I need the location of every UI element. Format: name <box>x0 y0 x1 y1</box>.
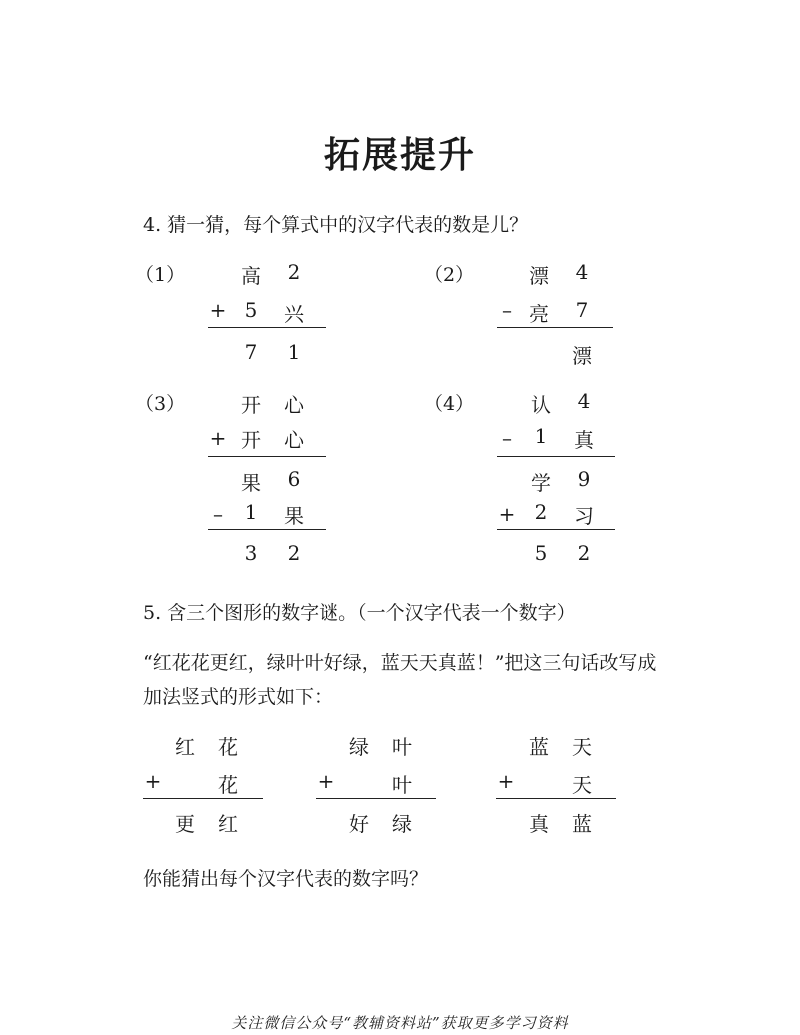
s1-r2-c2: 花 <box>218 773 238 797</box>
page-title: 拓展提升 <box>323 135 476 176</box>
p4-operator-2: + <box>498 502 516 526</box>
s2-r2-c2: 叶 <box>392 773 412 797</box>
s2-r1-c1: 绿 <box>349 735 369 759</box>
q5-paragraph-line-2: 加法竖式的形式如下： <box>143 686 334 708</box>
p4-r4-c2: 习 <box>574 504 594 528</box>
p3-r1-c2: 心 <box>284 393 304 417</box>
p3-r1-c1: 开 <box>241 393 261 417</box>
p3-r3-c1: 果 <box>241 471 261 495</box>
s1-rule <box>143 798 263 799</box>
p4-operator-1: – <box>502 426 512 450</box>
s3-r1-c2: 天 <box>572 735 592 759</box>
p3-ans-c2: 2 <box>287 541 301 565</box>
s3-ans-c1: 真 <box>529 812 549 836</box>
p1-operator: + <box>209 298 227 322</box>
p1-ans-c1: 7 <box>244 340 258 364</box>
s3-operator: + <box>497 769 515 793</box>
p1-rule <box>208 327 326 328</box>
p4-rule-1 <box>497 456 615 457</box>
p4-ans-c1: 5 <box>534 541 548 565</box>
p3-r4-c1: 1 <box>244 500 258 524</box>
p3-operator-2: – <box>213 502 223 526</box>
problem-3-label: （3） <box>135 393 186 415</box>
p2-r2-c1: 亮 <box>529 302 549 326</box>
s3-r1-c1: 蓝 <box>529 735 549 759</box>
p2-rule <box>497 327 613 328</box>
s2-ans-c2: 绿 <box>392 812 412 836</box>
s3-r2-c2: 天 <box>572 773 592 797</box>
p2-operator: – <box>502 298 512 322</box>
p4-r2-c2: 真 <box>574 428 594 452</box>
s2-rule <box>316 798 436 799</box>
p2-ans-c2: 漂 <box>572 344 592 368</box>
s2-ans-c1: 好 <box>349 812 369 836</box>
s2-operator: + <box>317 769 335 793</box>
problem-2-label: （2） <box>424 264 475 286</box>
p3-r2-c1: 开 <box>241 428 261 452</box>
p2-r1-c1: 漂 <box>529 264 549 288</box>
s1-r1-c2: 花 <box>218 735 238 759</box>
s2-r1-c2: 叶 <box>392 735 412 759</box>
p3-r2-c2: 心 <box>284 428 304 452</box>
p1-r2-c1: 5 <box>244 298 258 322</box>
problem-1-label: （1） <box>135 264 186 286</box>
p2-r1-c2: 4 <box>575 260 589 284</box>
p4-r3-c1: 学 <box>531 471 551 495</box>
problem-4-label: （4） <box>424 393 475 415</box>
q5-paragraph-line-1: “红花花更红，绿叶叶好绿，蓝天天真蓝！”把这三句话改写成 <box>143 652 657 674</box>
s1-ans-c2: 红 <box>218 812 238 836</box>
q5-question: 你能猜出每个汉字代表的数字吗？ <box>143 868 429 890</box>
p1-ans-c2: 1 <box>287 340 301 364</box>
p3-rule-1 <box>208 456 326 457</box>
s1-operator: + <box>144 769 162 793</box>
p3-rule-2 <box>208 529 326 530</box>
p3-operator-1: + <box>209 426 227 450</box>
p1-r2-c2: 兴 <box>284 302 304 326</box>
s1-r1-c1: 红 <box>175 735 195 759</box>
p4-r1-c1: 认 <box>531 393 551 417</box>
p4-r4-c1: 2 <box>534 500 548 524</box>
p1-r1-c2: 2 <box>287 260 301 284</box>
question-5-text: 5. 含三个图形的数字谜。（一个汉字代表一个数字） <box>143 602 576 624</box>
question-4-text: 4. 猜一猜，每个算式中的汉字代表的数是儿？ <box>143 214 529 236</box>
p4-r3-c2: 9 <box>577 467 591 491</box>
footer-watermark: 关注微信公众号“教辅资料站”获取更多学习资料 <box>231 1014 569 1032</box>
p1-r1-c1: 高 <box>241 264 261 288</box>
p4-r2-c1: 1 <box>534 424 548 448</box>
s1-ans-c1: 更 <box>175 812 195 836</box>
s3-rule <box>496 798 616 799</box>
p3-r4-c2: 果 <box>284 504 304 528</box>
p4-rule-2 <box>497 529 615 530</box>
p4-ans-c2: 2 <box>577 541 591 565</box>
s3-ans-c2: 蓝 <box>572 812 592 836</box>
p2-r2-c2: 7 <box>575 298 589 322</box>
p4-r1-c2: 4 <box>577 389 591 413</box>
p3-ans-c1: 3 <box>244 541 258 565</box>
p3-r3-c2: 6 <box>287 467 301 491</box>
